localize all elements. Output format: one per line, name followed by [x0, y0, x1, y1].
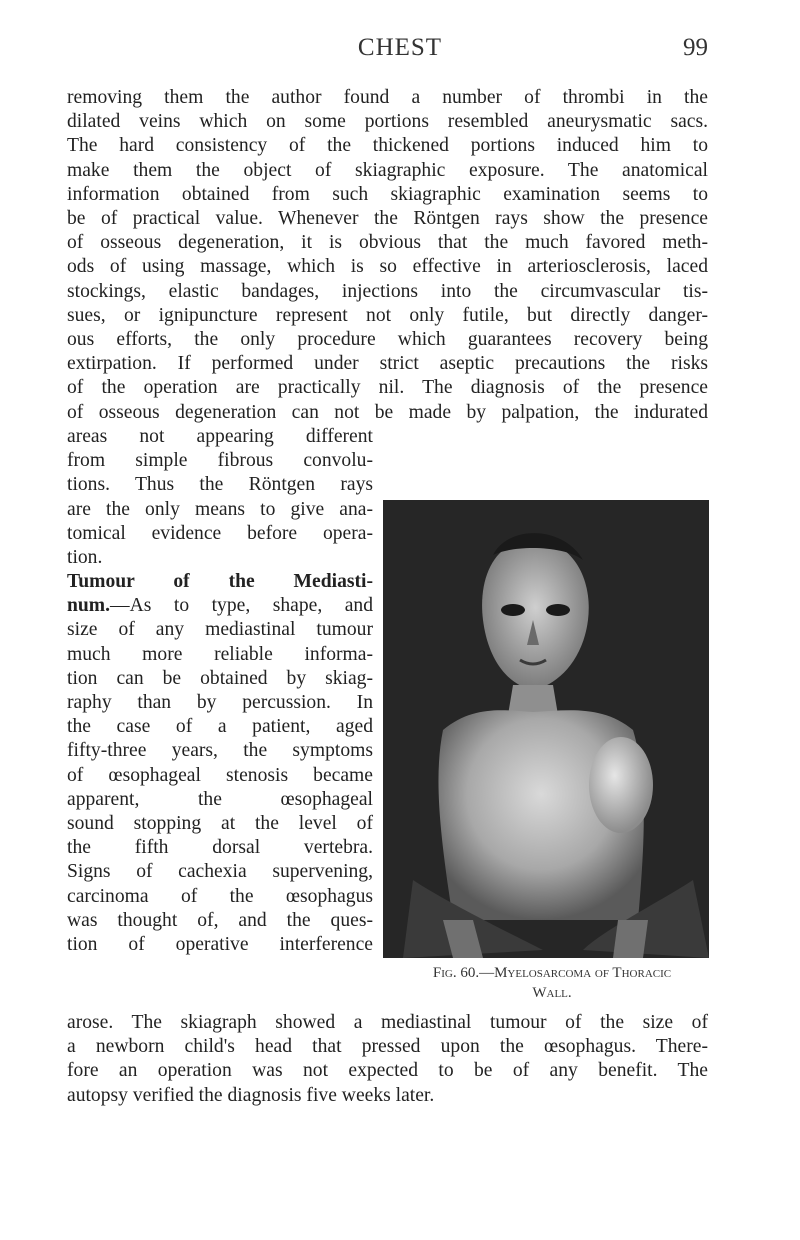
text-line: ous efforts, the only procedure which guarantees recovery being [67, 329, 708, 351]
text-line: tions. Thus the Röntgen rays [67, 474, 373, 496]
text-line: autopsy verified the diagnosis five weeks later. [67, 1084, 435, 1106]
text-line: of œsophageal stenosis became [67, 764, 373, 786]
text-line: The hard consistency of the thickened portions induced him to [67, 135, 708, 157]
text-line: tion of operative interference [67, 934, 373, 956]
text-line: arose. The skiagraph showed a mediastinal tumour of the size of [67, 1012, 708, 1033]
text-line: tion can be obtained by skiag- [67, 667, 373, 689]
side-paragraph-2 [67, 570, 373, 957]
text-line: Signs of cachexia supervening, [67, 861, 373, 883]
section-heading-text-2: num. [67, 595, 111, 617]
text-line: extirpation. If performed under strict aseptic precautions the risks [67, 353, 708, 375]
text-line: apparent, the œsophageal [67, 788, 373, 810]
text-line: information obtained from such skiagraphic examination seems to [67, 183, 708, 205]
text-line: tomical evidence before opera- [67, 522, 373, 544]
section-heading [67, 570, 373, 594]
text-line: from simple fibrous convolu- [67, 450, 373, 472]
figure-photo [383, 500, 709, 958]
text-line: was thought of, and the ques- [67, 909, 373, 931]
page-number: 99 [683, 34, 708, 61]
text-line [67, 594, 373, 618]
text-line: tion. [67, 547, 103, 569]
text-line: ods of using massage, which is so effective in arteriosclerosis, laced [67, 256, 708, 278]
text-line: of osseous degeneration, it is obvious that the much favored meth- [67, 232, 708, 254]
page-header [0, 34, 800, 70]
text-line: fifty-three years, the symptoms [67, 740, 373, 762]
text-line: of osseous degeneration can not be made by palpation, the indurated [67, 401, 708, 423]
text-line: carcinoma of the œsophagus [67, 885, 373, 907]
text-line: a newborn child's head that pressed upon the œsophagus. There- [67, 1036, 708, 1058]
side-paragraph-1 [67, 425, 373, 570]
text-line: areas not appearing different [67, 426, 373, 447]
figure-caption [382, 963, 722, 1003]
top-paragraph [67, 86, 708, 425]
text-line: sues, or ignipuncture represent not only futile, but directly danger- [67, 304, 708, 326]
text-line: the fifth dorsal vertebra. [67, 837, 373, 859]
caption-line-2: Wall. [532, 985, 572, 1001]
text-line: dilated veins which on some portions resembled aneurysmatic sacs. [67, 111, 708, 133]
text-line: much more reliable informa- [67, 643, 373, 665]
caption-line-1: Fig. 60.—Myelosarcoma of Thoracic [432, 965, 672, 981]
patient-photo-illustration [383, 500, 709, 958]
text-line: of the operation are practically nil. The diagnosis of the presence [67, 377, 708, 399]
text-line: sound stopping at the level of [67, 813, 373, 835]
text-line: size of any mediastinal tumour [67, 619, 373, 641]
text-line: fore an operation was not expected to be of any benefit. The [67, 1060, 708, 1082]
text-line: the case of a patient, aged [67, 716, 373, 738]
text-line: removing them the author found a number of thrombi in the [67, 87, 708, 108]
section-heading-text: Tumour of the Mediasti- [67, 571, 373, 592]
text-line: are the only means to give ana- [67, 498, 373, 520]
text-line: raphy than by percussion. In [67, 692, 373, 714]
running-head: CHEST [357, 34, 443, 61]
text-run: —As to type, shape, and [110, 595, 373, 617]
text-line: be of practical value. Whenever the Röntgen rays show the presence [67, 208, 708, 230]
text-line: stockings, elastic bandages, injections into the circumvascular tis- [67, 280, 708, 302]
bottom-paragraph [67, 1011, 708, 1108]
text-line: make them the object of skiagraphic exposure. The anatomical [67, 159, 708, 181]
